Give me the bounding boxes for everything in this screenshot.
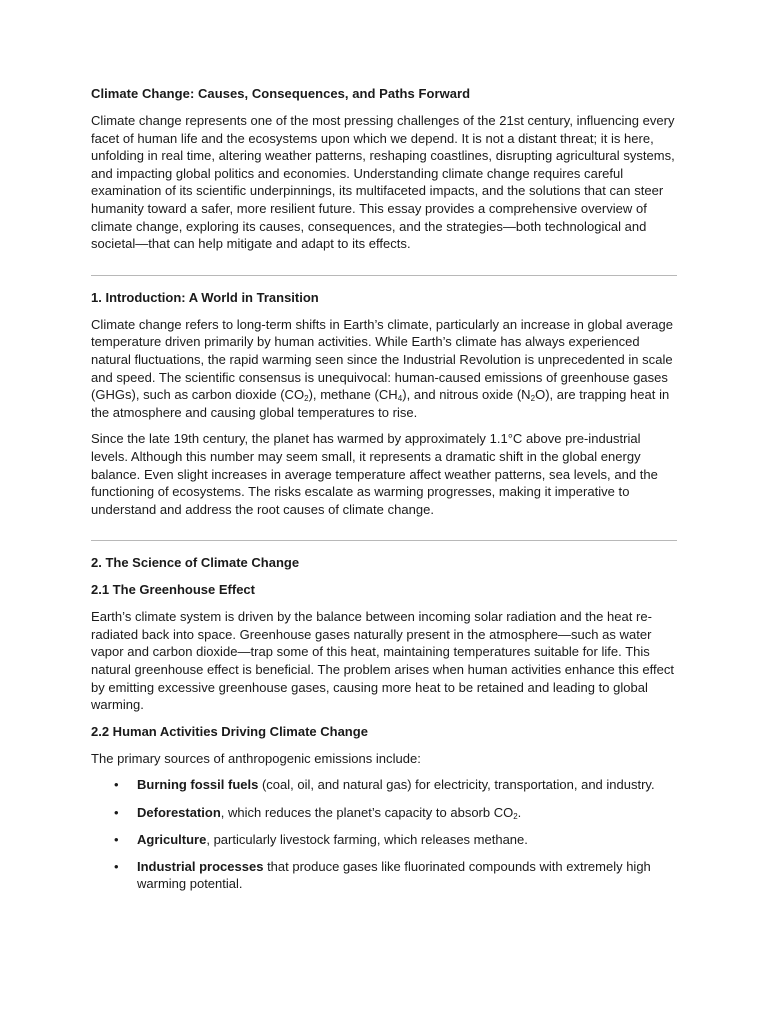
list-item-text: that produce gases like fluorinated compounds with extremely high warming potential. [137,858,651,892]
bullet-icon: • [114,804,119,820]
text-run: ), methane (CH [308,387,398,403]
list-item-text: (coal, oil, and natural gas) for electricity, transportation, and industry. [258,777,655,793]
list-item [91,831,677,849]
list-item-bold: Industrial processes [137,858,264,874]
list-item [91,776,677,794]
text-run: ), and nitrous oxide (N [402,387,531,403]
section-divider [91,540,677,541]
list-item-text: , particularly livestock farming, which releases methane. [206,831,528,847]
document-title: Climate Change: Causes, Consequences, and Paths Forward [91,86,471,101]
text-run: Climate change refers to long-term shifts in Earth’s climate, particularly an increase in global average temperature driven primarily by human activities. While Earth’s climate has always experienced natural fluctuations, the rapid warming seen since the Industrial Revolution is unprecedented in scale and speed. The scientific consensus is unequivocal: human-caused emissions of greenhouse gases (GHGs), such as carbon dioxide (CO [91,316,674,403]
bullet-icon: • [114,858,119,874]
section-2-heading: 2. The Science of Climate Change [91,555,300,571]
list-item-bold: Deforestation [137,804,221,820]
emission-sources-list [91,776,677,892]
subsection-2-1-heading: 2.1 The Greenhouse Effect [91,582,255,598]
section-1-heading: 1. Introduction: A World in Transition [91,289,319,305]
subsection-2-2-heading: 2.2 Human Activities Driving Climate Change [91,723,368,739]
section-1-paragraph-1 [91,316,677,422]
subscript: 2 [530,394,536,404]
subscript: 2 [304,394,309,404]
subsection-2-2-intro: The primary sources of anthropogenic emissions include: [91,750,421,766]
subscript: 2 [513,811,518,821]
intro-paragraph: Climate change represents one of the most pressing challenges of the 21st century, influencing every facet of human life and the ecosystems upon which we depend. It is not a distant threat; it is here, unfolding in real time, altering weather patterns, reshaping coastlines, disrupting agricultural systems, and impacting global politics and economies. Understanding climate change requires careful examination of its scientific underpinnings, its multifaceted impacts, and the solutions that can steer humanity toward a safer, more resilient future. This essay provides a comprehensive overview of climate change, exploring its causes, consequences, and the strategies—both technological and societal—that can help mitigate and adapt to its effects. [91,113,675,252]
text-run: O), are trapping heat in the atmosphere and causing global temperatures to rise. [91,387,670,420]
list-item-bold: Agriculture [137,831,207,847]
list-item-bold: Burning fossil fuels [137,777,259,793]
bullet-icon: • [114,777,119,793]
section-1-paragraph-2: Since the late 19th century, the planet has warmed by approximately 1.1°C above pre-industrial levels. Although this number may seem small, it represents a dramatic shift in the global energy balance. Even slight increases in average temperature affect weather patterns, sea levels, and the functioning of ecosystems. The risks escalate as warming progresses, making it imperative to understand and address the root causes of climate change. [91,431,658,517]
bullet-icon: • [114,831,119,847]
list-item [91,858,677,893]
subscript: 4 [397,394,403,404]
list-item-text-end: . [517,804,522,820]
section-divider [91,275,677,276]
list-item-text: , which reduces the planet’s capacity to absorb CO [220,804,514,820]
list-item [91,804,677,822]
subsection-2-1-paragraph: Earth’s climate system is driven by the balance between incoming solar radiation and the heat re-radiated back into space. Greenhouse gases naturally present in the atmosphere—such as water vapor and carbon dioxide—trap some of this heat, maintaining temperatures suitable for life. This natural greenhouse effect is beneficial. The problem arises when human activities enhance this effect by emitting excessive greenhouse gases, causing more heat to be retained and leading to global warming. [91,609,675,713]
